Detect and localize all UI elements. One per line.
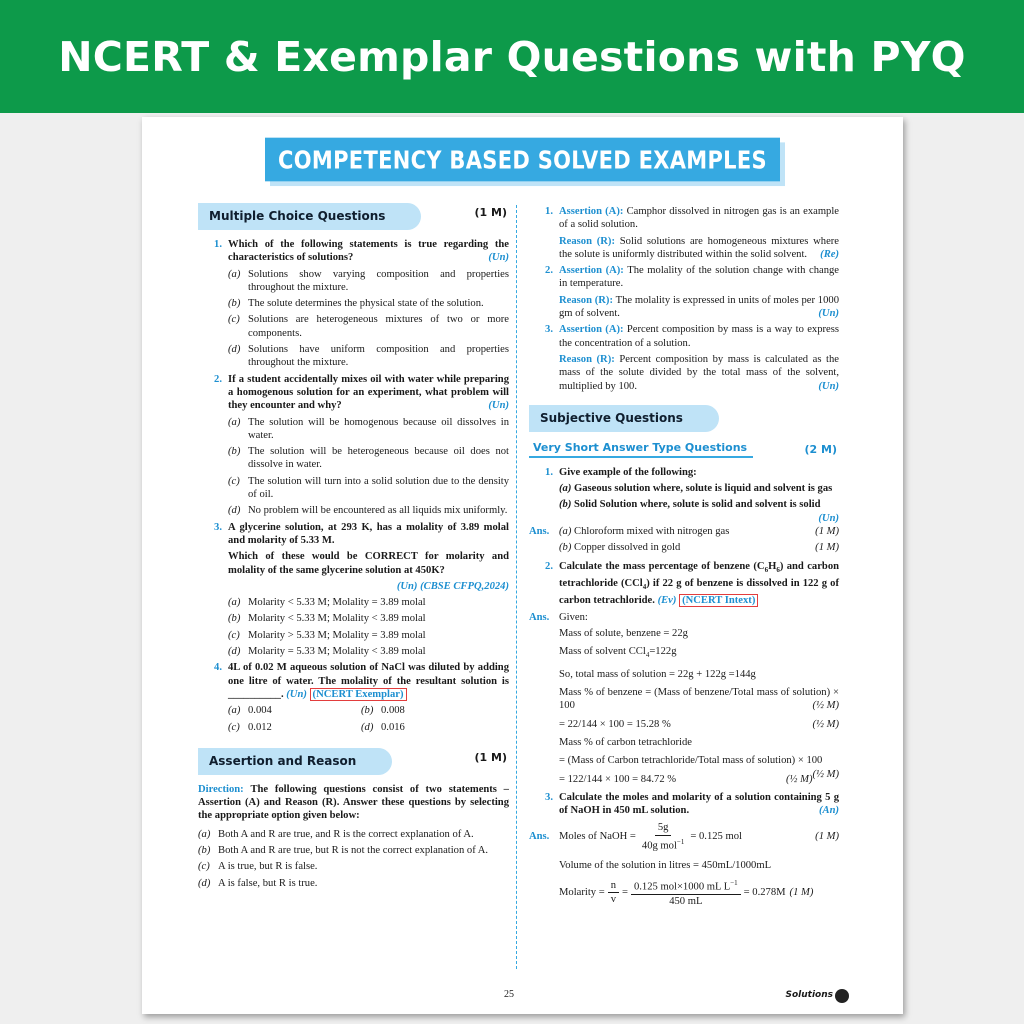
difficulty-tag: (Ev) bbox=[657, 595, 677, 607]
question-text: 4L of 0.02 M aqueous solution of NaCl was diluted by adding one litre of water. The molality of the resultant solution is __________. bbox=[228, 662, 509, 700]
part-label: (b) bbox=[559, 499, 572, 511]
vsa-marks: (2 M) bbox=[804, 442, 837, 456]
option-text: The solution will turn into a solid solution due to the density of oil. bbox=[248, 475, 509, 501]
answer-line bbox=[559, 686, 839, 713]
question-number: 3. bbox=[214, 521, 222, 533]
answer-text: Mass of solvent CCl bbox=[559, 646, 646, 658]
option-label: (c) bbox=[228, 629, 240, 641]
option-label: (b) bbox=[198, 844, 211, 856]
question-text: Calculate the mass percentage of benzene (C bbox=[559, 560, 765, 572]
subscript: 4 bbox=[645, 651, 650, 660]
option-label: (a) bbox=[228, 705, 241, 717]
option-text: Both A and R are true, but R is not the correct explanation of A. bbox=[218, 844, 489, 856]
question-text: ) and carbon tetrachloride (CCl bbox=[559, 560, 840, 590]
mcq-question-2 bbox=[198, 373, 509, 413]
fraction-numerator: 5g bbox=[655, 821, 672, 835]
reason bbox=[559, 353, 839, 393]
option-label: (c) bbox=[228, 314, 240, 326]
option bbox=[361, 704, 509, 717]
reason-label: Reason (R): bbox=[559, 353, 615, 365]
subscript: 6 bbox=[776, 565, 780, 574]
header-banner bbox=[0, 0, 1024, 113]
answer-text: Copper dissolved in gold bbox=[574, 542, 681, 554]
option-text: Solutions are heterogeneous mixtures of two or more components. bbox=[248, 314, 509, 339]
fraction-numerator: 0.125 mol×1000 mL L bbox=[633, 881, 731, 893]
answer-label: Ans. bbox=[529, 526, 550, 538]
assertion-text: Camphor dissolved in nitrogen gas is an example of a solid solution. bbox=[559, 206, 839, 231]
subscript: 6 bbox=[764, 565, 769, 574]
option-text: A is false, but R is true. bbox=[218, 877, 318, 889]
option-text: The solution will be homogenous because oil dissolves in water. bbox=[248, 416, 509, 441]
equation-rhs: = 0.125 mol bbox=[690, 831, 742, 843]
question-text-continued: Which of these would be CORRECT for molarity and molality of the same glycerine solution at 450K? bbox=[228, 551, 509, 576]
answer-text: = 22/144 × 100 = 15.28 % bbox=[559, 718, 671, 730]
difficulty-tag: (Un) bbox=[818, 308, 839, 320]
option bbox=[228, 445, 509, 472]
option-label: (b) bbox=[228, 298, 241, 310]
banner-title: NCERT & Exemplar Questions with PYQ bbox=[58, 32, 966, 81]
option bbox=[361, 721, 509, 734]
question-number: 1. bbox=[214, 239, 222, 250]
mark-label: (1 M) bbox=[815, 831, 839, 843]
option bbox=[228, 612, 509, 625]
direction-label: Direction: bbox=[198, 783, 244, 795]
answer-part-label: (a) bbox=[559, 526, 572, 538]
mcq-question-3 bbox=[198, 521, 509, 548]
mark-label: (½ M) bbox=[812, 718, 839, 730]
fraction bbox=[608, 879, 619, 907]
chapter-icon bbox=[835, 989, 849, 1003]
answer bbox=[529, 821, 839, 852]
mark-label: (½ M) bbox=[812, 700, 839, 712]
option-label: (a) bbox=[228, 597, 241, 609]
option-label: (b) bbox=[228, 613, 241, 625]
mcq-question-4 bbox=[198, 661, 509, 701]
option-text: The solute determines the physical state of the solution. bbox=[248, 298, 484, 310]
subjective-question-3 bbox=[529, 791, 839, 818]
option-grid bbox=[228, 704, 509, 734]
fraction-numerator: n bbox=[608, 879, 619, 893]
part-label: (a) bbox=[559, 483, 572, 495]
option-text: Solutions show varying composition and properties throughout the mixture. bbox=[248, 268, 509, 293]
subjective-question-1 bbox=[529, 466, 839, 479]
answer-line bbox=[559, 773, 839, 786]
mcq-marks: (1 M) bbox=[474, 206, 507, 219]
mcq-section-header bbox=[198, 203, 509, 230]
difficulty-tag: (Un) bbox=[818, 512, 839, 524]
subjective-title: Subjective Questions bbox=[529, 405, 719, 432]
mark-label: (1 M) bbox=[815, 526, 839, 538]
option-label: (d) bbox=[228, 344, 241, 356]
page-heading-wrap bbox=[142, 141, 903, 178]
ar-item-3 bbox=[529, 323, 839, 350]
fraction bbox=[639, 821, 687, 852]
ar-title: Assertion and Reason bbox=[198, 748, 392, 775]
question-text: A glycerine solution, at 293 K, has a molality of 3.89 molal and molarity of 5.33 M. bbox=[228, 521, 509, 546]
difficulty-tag: (Un) bbox=[488, 400, 509, 412]
option bbox=[228, 313, 509, 340]
answer-text: Mass % of benzene = (Mass of benzene/Total mass of solution) × 100 bbox=[559, 687, 839, 712]
question-number: 2. bbox=[545, 560, 553, 572]
vsa-title: Very Short Answer Type Questions bbox=[529, 440, 753, 458]
part-text: Solid Solution where, solute is solid and solvent is solid bbox=[574, 499, 821, 511]
mark-label: (1 M) bbox=[815, 542, 839, 554]
question-number: 2. bbox=[545, 265, 553, 277]
source-badge: (NCERT Intext) bbox=[679, 594, 758, 607]
option bbox=[228, 268, 509, 295]
option-text: Both A and R are true, and R is the correct explanation of A. bbox=[218, 828, 474, 840]
option-text: Molarity < 5.33 M; Molality = 3.89 molal bbox=[248, 597, 426, 609]
reason-text: Solid solutions are homogeneous mixtures where the solute is uniformly distributed within the solid solvent. bbox=[559, 235, 840, 260]
fraction-denominator: 40g mol bbox=[641, 840, 677, 852]
question-number: 3. bbox=[545, 324, 553, 336]
reason bbox=[559, 294, 839, 321]
assertion-text: Percent composition by mass is a way to express the concentration of a solution. bbox=[559, 324, 839, 349]
fraction bbox=[631, 877, 741, 908]
answer-text: = 122/144 × 100 = 84.72 % bbox=[559, 773, 677, 785]
answer-line: Mass % of carbon tetrachloride bbox=[559, 736, 692, 748]
difficulty-tag: (Un) (CBSE CFPQ,2024) bbox=[396, 580, 509, 592]
superscript: −1 bbox=[676, 837, 685, 846]
answer-line: Mass of solute, benzene = 22g bbox=[559, 628, 688, 640]
chapter-name: Solutions bbox=[785, 990, 833, 1000]
option bbox=[228, 343, 509, 370]
page-number: 25 bbox=[504, 989, 514, 1000]
option bbox=[228, 416, 509, 443]
option-text: Molarity = 5.33 M; Molality < 3.89 molal bbox=[248, 646, 426, 658]
answer-part-label: (b) bbox=[559, 542, 572, 554]
option-text: Solutions have uniform composition and properties throughout the mixture. bbox=[248, 344, 509, 369]
question-number: 4. bbox=[214, 662, 222, 674]
question-text: Which of the following statements is true regarding the characteristics of solutions? bbox=[228, 239, 509, 264]
ar-marks: (1 M) bbox=[474, 750, 507, 764]
option-text: 0.016 bbox=[381, 721, 405, 733]
option-text: 0.008 bbox=[381, 705, 405, 717]
answer-label: Ans. bbox=[529, 611, 550, 623]
question-text: H bbox=[768, 560, 777, 572]
fraction-denominator: 450 mL bbox=[669, 895, 703, 907]
question-number: 3. bbox=[545, 791, 553, 803]
option-text: 0.012 bbox=[248, 721, 272, 733]
option bbox=[228, 297, 509, 310]
reason bbox=[559, 235, 839, 262]
option bbox=[228, 629, 509, 642]
answer-line bbox=[559, 541, 839, 554]
equation-lhs: Moles of NaOH = bbox=[559, 831, 636, 843]
option-label: (a) bbox=[228, 268, 241, 280]
option-label: (c) bbox=[228, 475, 240, 487]
reason-text: Percent composition by mass is calculated as the mass of the solute divided by the total mass of the solvent, multiplied by 100. bbox=[559, 353, 840, 392]
option-label: (a) bbox=[228, 416, 241, 428]
book-page bbox=[142, 117, 903, 1014]
ar-item-2 bbox=[529, 264, 839, 291]
ar-direction bbox=[198, 783, 509, 823]
vsa-header bbox=[529, 440, 839, 460]
assertion-label: Assertion (A): bbox=[559, 324, 624, 336]
molarity-equation bbox=[559, 877, 839, 908]
option-text: Molarity < 5.33 M; Molality < 3.89 molal bbox=[248, 613, 426, 625]
subjective-section-header bbox=[529, 405, 839, 432]
question-number: 2. bbox=[214, 373, 222, 385]
option-label: (c) bbox=[228, 721, 240, 733]
option-text: The solution will be heterogeneous because oil does not dissolve in water. bbox=[248, 446, 509, 471]
right-column bbox=[529, 205, 839, 914]
ar-section-header bbox=[198, 748, 509, 775]
answer-line: Volume of the solution in litres = 450mL/1000mL bbox=[559, 859, 772, 871]
reason-label: Reason (R): bbox=[559, 294, 613, 306]
option bbox=[228, 475, 509, 502]
reason-label: Reason (R): bbox=[559, 235, 615, 247]
option-label: (b) bbox=[361, 705, 374, 717]
option-text: Molarity > 5.33 M; Molality = 3.89 molal bbox=[248, 629, 426, 641]
answer bbox=[529, 525, 839, 538]
question-text: ) if 22 g of benzene is dissolved in 122 g of carbon tetrachloride. bbox=[559, 578, 839, 607]
assertion-label: Assertion (A): bbox=[559, 265, 624, 277]
source-badge: (NCERT Exemplar) bbox=[310, 688, 407, 701]
equation-lhs: Molarity = bbox=[559, 886, 605, 898]
superscript: −1 bbox=[730, 878, 738, 887]
difficulty-tag: (Un) bbox=[286, 688, 307, 700]
difficulty-tag: (Re) bbox=[820, 248, 839, 260]
answer-line bbox=[559, 718, 839, 731]
page-heading: COMPETENCY BASED SOLVED EXAMPLES bbox=[265, 138, 780, 182]
option bbox=[228, 645, 509, 658]
answer-line bbox=[559, 645, 839, 662]
subjective-question-2 bbox=[529, 560, 839, 608]
mark-label: (½ M) bbox=[786, 773, 813, 785]
difficulty-tag: (Un) bbox=[818, 380, 839, 392]
assertion-text: The molality of the solution change with change in temperature. bbox=[559, 265, 839, 290]
part-text: Gaseous solution where, solute is liquid and solvent is gas bbox=[574, 483, 833, 495]
option-text: No problem will be encountered as all liquids mix uniformly. bbox=[248, 505, 508, 517]
mcq-question-1 bbox=[198, 238, 509, 265]
answer-text: =122g bbox=[649, 646, 677, 658]
direction-text: The following questions consist of two statements – Assertion (A) and Reason (R). Answer these questions by selecting the appropriate option given below: bbox=[198, 783, 509, 822]
option-label: (d) bbox=[198, 877, 211, 889]
option-label: (b) bbox=[228, 446, 241, 458]
equals-sign: = bbox=[622, 886, 628, 898]
answer-label: Ans. bbox=[529, 831, 550, 843]
answer-line: So, total mass of solution = 22g + 122g =144g bbox=[559, 668, 756, 680]
left-column bbox=[198, 203, 509, 893]
option bbox=[198, 828, 509, 841]
answer-text: Chloroform mixed with nitrogen gas bbox=[574, 526, 730, 538]
equation-rhs: = 0.278M bbox=[743, 886, 786, 898]
fraction-denominator: v bbox=[610, 893, 616, 905]
column-divider bbox=[516, 205, 517, 969]
difficulty-tag: (Un) bbox=[488, 252, 509, 264]
question-part bbox=[559, 498, 839, 524]
option bbox=[228, 596, 509, 609]
mark-label: (½ M) bbox=[812, 768, 839, 780]
option-label: (d) bbox=[228, 646, 241, 658]
option-text: A is true, but R is false. bbox=[218, 861, 318, 873]
option bbox=[198, 860, 509, 873]
answer-text: Given: bbox=[559, 611, 588, 623]
subscript: 4 bbox=[642, 583, 647, 592]
question-text: If a student accidentally mixes oil with water while preparing a homogenous solution for an experiment, what problem will they encounter and why? bbox=[228, 373, 509, 412]
option bbox=[228, 704, 361, 717]
option bbox=[198, 877, 509, 890]
question-text: Calculate the moles and molarity of a solution containing 5 g of NaOH in 450 mL solution. bbox=[559, 791, 839, 817]
question-part bbox=[559, 482, 839, 495]
assertion-label: Assertion (A): bbox=[559, 206, 624, 217]
option bbox=[228, 504, 509, 517]
difficulty-tag: (An) bbox=[818, 805, 839, 817]
answer-text: = (Mass of Carbon tetrachloride/Total mass of solution) × 100 bbox=[559, 755, 823, 767]
reason-text: The molality is expressed in units of moles per 1000 gm of solvent. bbox=[559, 294, 839, 320]
option-label: (d) bbox=[228, 505, 241, 517]
option bbox=[198, 844, 509, 857]
mark-label: (1 M) bbox=[789, 886, 814, 898]
question-text: Give example of the following: bbox=[559, 466, 697, 478]
option bbox=[228, 721, 361, 734]
mcq-title: Multiple Choice Questions bbox=[198, 203, 421, 230]
option-label: (a) bbox=[198, 828, 211, 840]
ar-item-1 bbox=[529, 205, 839, 232]
question-number: 1. bbox=[545, 206, 553, 217]
option-label: (c) bbox=[198, 861, 210, 873]
answer bbox=[529, 611, 839, 624]
question-number: 1. bbox=[545, 466, 553, 478]
option-text: 0.004 bbox=[248, 705, 272, 717]
option-label: (d) bbox=[361, 721, 374, 733]
